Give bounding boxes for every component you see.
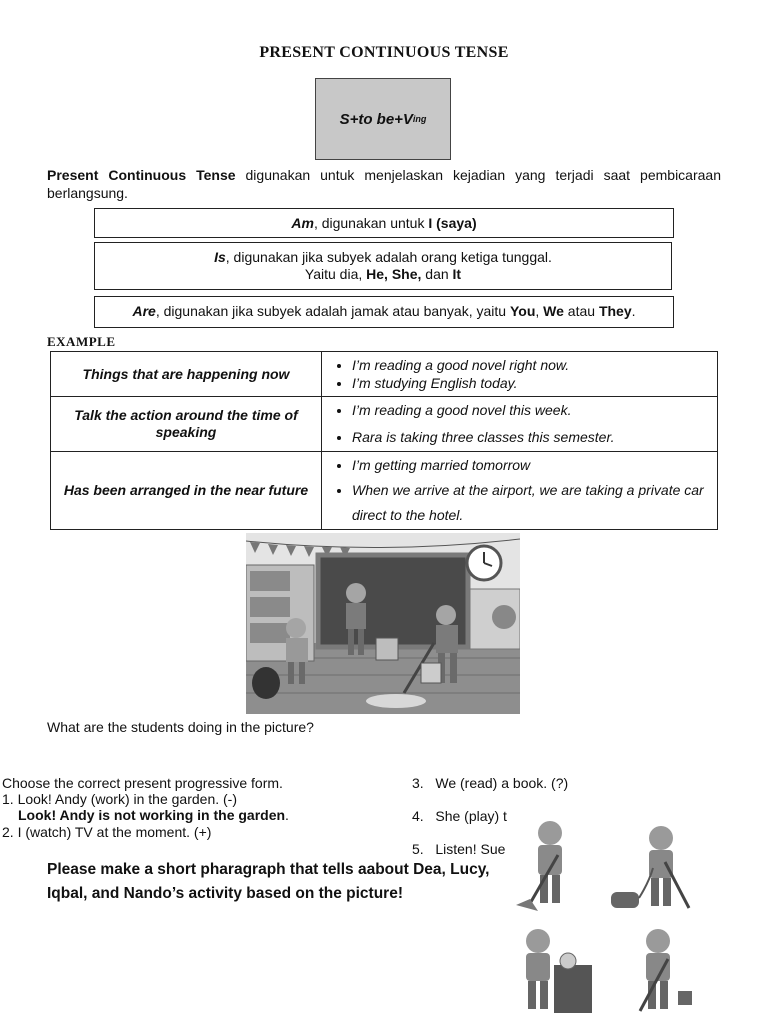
use-cell: Talk the action around the time of speaking xyxy=(51,397,322,452)
sentences-cell xyxy=(322,397,718,452)
rule-are-period: . xyxy=(631,303,636,319)
table-row xyxy=(51,452,718,530)
rule-are xyxy=(94,296,674,328)
exercise-answer-1 xyxy=(18,807,289,823)
exercise-item-2: 2. I (watch) TV at the moment. (+) xyxy=(2,824,212,840)
rule-is-word: Is xyxy=(214,249,226,265)
rule-am-subject: I (saya) xyxy=(428,215,477,231)
exercise-item-4-number: 4. xyxy=(412,808,424,824)
exercise-item-3 xyxy=(412,775,568,791)
exercise-answer-1-text: Look! Andy is not working in the garden xyxy=(18,807,286,823)
exercise-item-4 xyxy=(412,808,507,824)
picture-question: What are the students doing in the picture? xyxy=(47,719,314,735)
formula-box xyxy=(315,78,451,160)
rule-are-or: atau xyxy=(563,303,599,319)
exercise-instruction: Choose the correct present progressive form. xyxy=(2,775,283,791)
list-item: • I’m getting married tomorrow xyxy=(352,453,717,478)
formula-text: S+to be+V xyxy=(339,110,413,128)
rule-is-line2: Yaitu dia, xyxy=(304,266,367,282)
rule-are-we: We xyxy=(543,303,564,319)
sentences-cell xyxy=(322,352,718,397)
kid-mopping-illustration xyxy=(628,925,698,1015)
examples-table xyxy=(50,351,718,530)
rule-is-and: dan xyxy=(421,266,453,282)
rule-are-you: You xyxy=(509,303,536,319)
intro-term: Present Continuous Tense xyxy=(47,167,236,183)
exercise-item-5-number: 5. xyxy=(412,841,424,857)
kid-sweeping-illustration xyxy=(508,815,590,915)
rule-is-subjects: He, She, xyxy=(366,266,422,282)
exercise-item-3-number: 3. xyxy=(412,775,424,791)
rule-are-word: Are xyxy=(132,303,156,319)
exercise-item-3-text: We (read) a book. (?) xyxy=(435,775,569,791)
kid-washing-dishes-illustration xyxy=(512,925,596,1015)
exercise-item-5 xyxy=(412,841,505,857)
intro-paragraph xyxy=(47,166,721,202)
classroom-illustration xyxy=(246,533,520,714)
rule-is xyxy=(94,242,672,290)
list-item: • Rara is taking three classes this semester. xyxy=(352,424,717,451)
rule-are-comma: , xyxy=(535,303,544,319)
list-item: • I’m studying English today. xyxy=(352,374,717,392)
rule-is-it: It xyxy=(452,266,462,282)
list-item: • I’m reading a good novel right now. xyxy=(352,356,717,374)
list-item: • I’m reading a good novel this week. xyxy=(352,397,717,424)
page-title: PRESENT CONTINUOUS TENSE xyxy=(259,44,509,61)
rule-is-text: , digunakan jika subyek adalah orang ketiga tunggal. xyxy=(225,249,552,265)
list-item: • When we arrive at the airport, we are taking a private car direct to the hotel. xyxy=(352,478,717,528)
paragraph-prompt: Please make a short pharagraph that tells aabout Dea, Lucy, Iqbal, and Nando’s activity based on the picture! xyxy=(47,861,490,902)
rule-am-word: Am xyxy=(291,215,314,231)
use-cell: Things that are happening now xyxy=(51,352,322,397)
exercise-item-1: 1. Look! Andy (work) in the garden. (-) xyxy=(2,791,237,807)
rule-are-they: They xyxy=(598,303,632,319)
rule-am xyxy=(94,208,674,238)
formula-subscript: ing xyxy=(412,114,427,124)
intro-text: digunakan untuk menjelaskan kejadian yang terjadi saat pembicaraan berlangsung. xyxy=(47,167,721,201)
sentences-cell xyxy=(322,452,718,530)
exercise-item-5-text: Listen! Sue xyxy=(435,841,506,857)
table-row xyxy=(51,352,718,397)
rule-am-text: , digunakan untuk xyxy=(313,215,429,231)
rule-are-text: , digunakan jika subyek adalah jamak atau banyak, yaitu xyxy=(155,303,510,319)
table-row xyxy=(51,397,718,452)
example-label: EXAMPLE xyxy=(47,334,116,349)
exercise-item-4-text: She (play) t xyxy=(435,808,507,824)
use-cell: Has been arranged in the near future xyxy=(51,452,322,530)
kid-vacuuming-illustration xyxy=(605,822,699,914)
exercise-answer-1-period: . xyxy=(285,807,289,823)
